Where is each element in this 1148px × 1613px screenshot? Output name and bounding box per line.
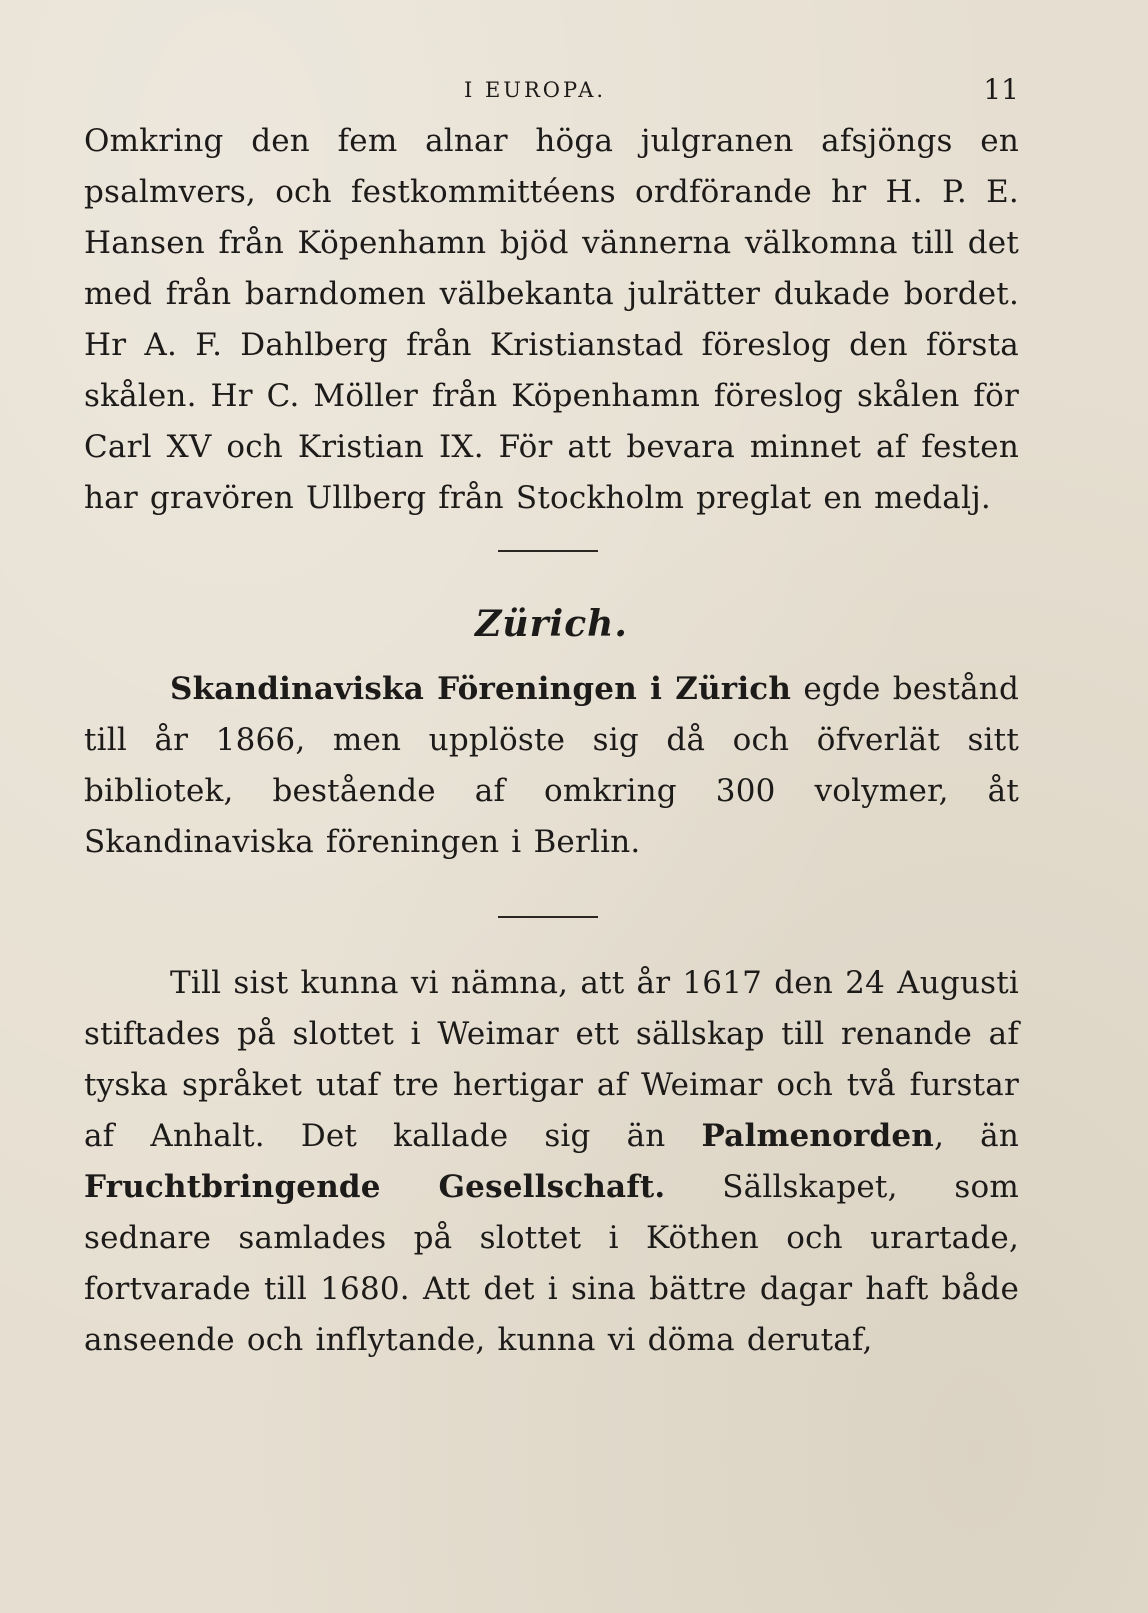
paragraph-weimar-text-b: , än: [934, 1118, 1019, 1154]
book-page: [84, 62, 1019, 1562]
paragraph-weimar-text-c: Sällskapet, som sednare samlades på slottet i Köthen och urartade, fortvarade till 1680. Att det i sina bättre dagar haft både anseende och inflytande, kunna vi döma derutaf,: [84, 1169, 1019, 1358]
page-number: 11: [983, 73, 1019, 106]
section-divider-2: [498, 916, 598, 918]
paragraph-weimar-text-a: Till sist kunna vi nämna, att år 1617 den 24 Augusti stiftades på slottet i Weimar ett sällskap till renande af tyska språket utaf tre hertigar af Weimar och två furstar af Anhalt. Det kallade sig än: [84, 965, 1019, 1154]
section-title-zurich: Zürich.: [475, 603, 628, 645]
running-head: I EUROPA.: [464, 78, 607, 102]
page-header: [84, 62, 1019, 112]
bold-palmenorden: Palmenorden: [701, 1118, 935, 1154]
paragraph-zurich-society: [84, 664, 1019, 868]
section-divider-1: [498, 550, 598, 552]
paragraph-zurich-text: egde bestånd till år 1866, men upplöste sig då och öfverlät sitt bibliotek, bestående af omkring 300 volymer, åt Skandinaviska föreningen i Berlin.: [84, 671, 1019, 860]
paragraph-weimar-society: [84, 958, 1019, 1366]
paragraph-christmas-celebration: Omkring den fem alnar höga julgranen afsjöngs en psalmvers, och festkommittéens ordförande hr H. P. E. Hansen från Köpenhamn bjöd vännerna välkomna till det med från barndomen välbekanta julrätter dukade bordet. Hr A. F. Dahlberg från Kristianstad föreslog den första skålen. Hr C. Möller från Köpenhamn föreslog skålen för Carl XV och Kristian IX. För att bevara minnet af festen har gravören Ullberg från Stockholm preglat en medalj.: [84, 123, 1019, 516]
bold-fruchtbringende: Fruchtbringende Gesellschaft.: [84, 1169, 666, 1205]
bold-society-name: Skandinaviska Föreningen i Zürich: [170, 671, 792, 707]
